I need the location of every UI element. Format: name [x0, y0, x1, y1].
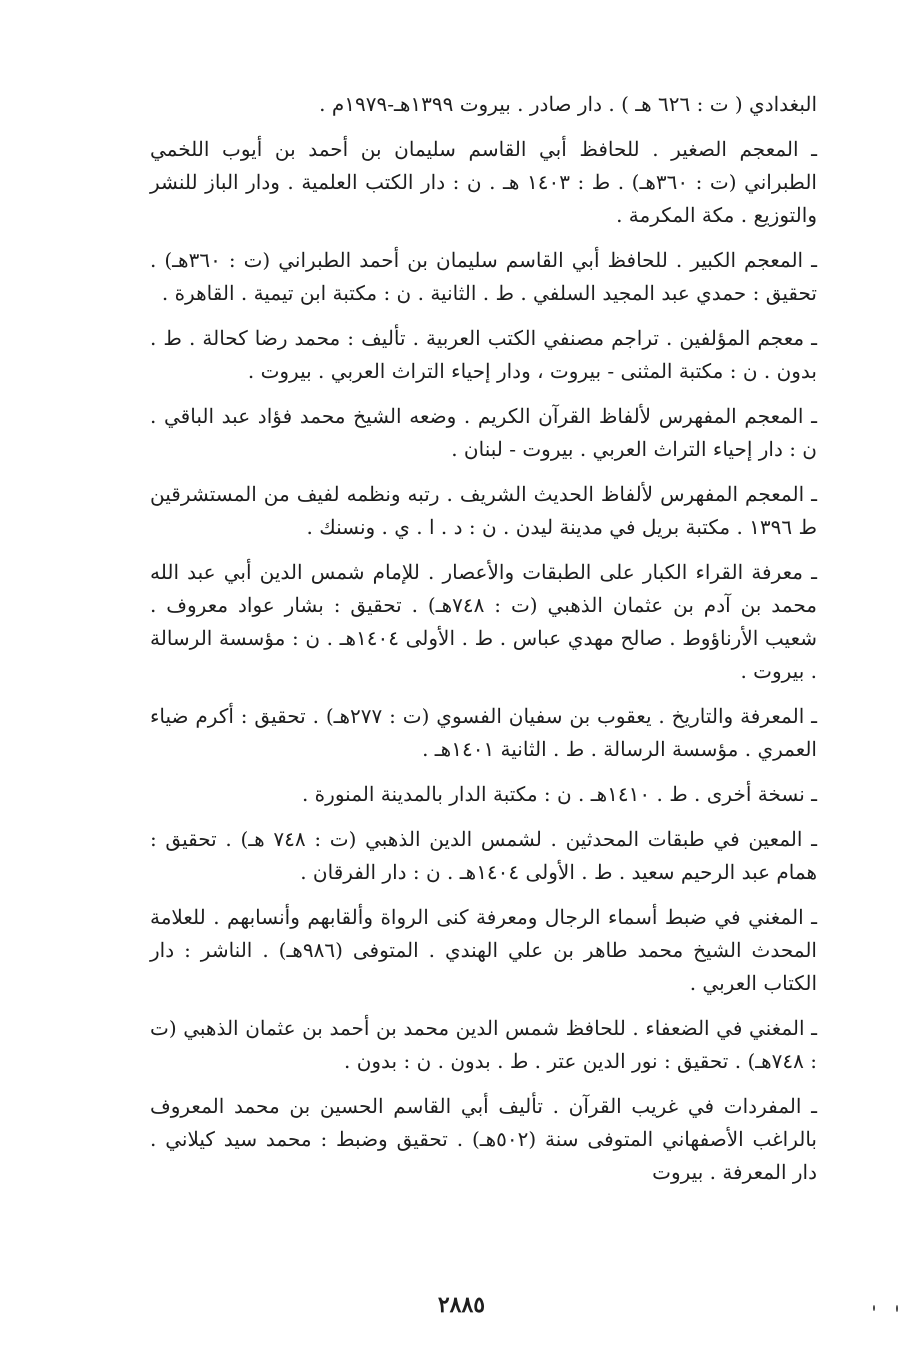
bibliography-entry: ـ المعجم الكبير . للحافظ أبي القاسم سليمان بن أحمد الطبراني (ت : ٣٦٠هـ) . تحقيق : حمدي عبد المجيد السلفي . ط . الثانية . ن : مكتبة ابن تيمية . القاهرة .	[150, 248, 817, 305]
bibliography-body	[150, 88, 817, 1201]
bibliography-entry: ـ المغني في الضعفاء . للحافظ شمس الدين محمد بن أحمد بن عثمان الذهبي (ت : ٧٤٨هـ) . تحقيق : نور الدين عتر . ط . بدون . ن : بدون .	[150, 1016, 817, 1073]
bibliography-entry: ـ المعجم المفهرس لألفاظ القرآن الكريم . وضعه الشيخ محمد فؤاد عبد الباقي . ن : دار إحياء التراث العربي . بيروت - لبنان .	[150, 404, 817, 461]
bibliography-entry: ـ نسخة أخرى . ط . ١٤١٠هـ . ن : مكتبة الدار بالمدينة المنورة .	[301, 782, 817, 806]
bibliography-entry: ـ معرفة القراء الكبار على الطبقات والأعصار . للإمام شمس الدين أبي عبد الله محمد بن آدم بن عثمان الذهبي (ت : ٧٤٨هـ) . تحقيق : بشار عواد معروف . شعيب الأرناؤوط . صالح مهدي عباس . ط . الأولى ١٤٠٤هـ . ن : مؤسسة الرسالة . بيروت .	[150, 560, 817, 683]
bibliography-entry: ـ المعجم الصغير . للحافظ أبي القاسم سليمان بن أحمد بن أيوب اللخمي الطبراني (ت : ٣٦٠هـ) . ط : ١٤٠٣ هـ . ن : دار الكتب العلمية . ودار الباز للنشر والتوزيع . مكة المكرمة .	[150, 137, 817, 227]
bibliography-entry: ـ معجم المؤلفين . تراجم مصنفي الكتب العربية . تأليف : محمد رضا كحالة . ط . بدون . ن : مكتبة المثنى - بيروت ، ودار إحياء التراث العربي . بيروت .	[150, 326, 817, 383]
page-number: ٢٨٨٥	[437, 1292, 486, 1318]
bibliography-entry: ـ المعجم المفهرس لألفاظ الحديث الشريف . رتبه ونظمه لفيف من المستشرقين ط ١٣٩٦ . مكتبة بريل في مدينة ليدن . ن : د . ا . ي . ونسنك .	[150, 482, 817, 539]
scan-speck	[896, 1305, 898, 1312]
bibliography-entry: ـ المغني في ضبط أسماء الرجال ومعرفة كنى الرواة وألقابهم وأنسابهم . للعلامة المحدث الشيخ محمد طاهر بن علي الهندي . المتوفى (٩٨٦هـ) . الناشر : دار الكتاب العربي .	[150, 905, 817, 995]
continued-entry-line: البغدادي ( ت : ٦٢٦ هـ ) . دار صادر . بيروت ١٣٩٩هـ-١٩٧٩م .	[319, 92, 817, 116]
bibliography-entry: ـ المفردات في غريب القرآن . تأليف أبي القاسم الحسين بن محمد المعروف بالراغب الأصفهاني المتوفى سنة (٥٠٢هـ) . تحقيق وضبط : محمد سيد كيلاني . دار المعرفة . بيروت	[150, 1094, 817, 1184]
scan-speck	[873, 1305, 875, 1311]
bibliography-entry: ـ المعرفة والتاريخ . يعقوب بن سفيان الفسوي (ت : ٢٧٧هـ) . تحقيق : أكرم ضياء العمري . مؤسسة الرسالة . ط . الثانية ١٤٠١هـ .	[150, 704, 818, 761]
bibliography-entry: ـ المعين في طبقات المحدثين . لشمس الدين الذهبي (ت : ٧٤٨ هـ) . تحقيق : همام عبد الرحيم سعيد . ط . الأولى ١٤٠٤هـ . ن : دار الفرقان .	[150, 827, 817, 884]
